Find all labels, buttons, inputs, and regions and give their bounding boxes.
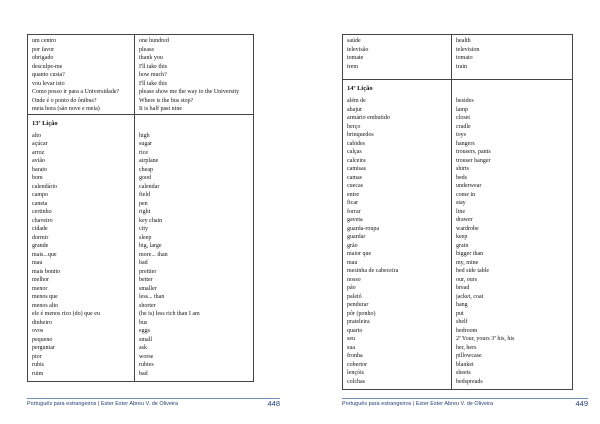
vocab-entry: cuecas <box>347 183 363 189</box>
vocab-entry: campo <box>32 192 48 198</box>
vocab-entry: seu <box>347 336 355 342</box>
vocab-entry: prateleira <box>347 319 370 325</box>
vocab-entry: beds <box>456 174 467 181</box>
vocab-entry: city <box>139 226 148 232</box>
vocab-entry: chaveiro <box>32 217 53 224</box>
vocab-entry: melhor <box>32 277 49 283</box>
page-number: 448 <box>267 399 280 408</box>
vocab-entry: camisas <box>347 166 366 172</box>
vocab-entry: field <box>139 192 150 198</box>
vocab-entry: (he is) less rich than I am <box>139 311 200 317</box>
page-number: 449 <box>575 399 588 408</box>
vocab-entry: colchas <box>347 378 365 385</box>
vocab-entry: bedroom <box>456 327 478 334</box>
vocab-entry: mais bonito <box>32 268 61 275</box>
vocabulary-table-left <box>27 34 254 382</box>
vocab-entry: certinho <box>32 209 52 215</box>
vocab-entry: bad <box>139 370 148 377</box>
vocab-entry: ruim <box>32 370 44 377</box>
vocab-entry: bread <box>456 285 470 291</box>
vocab-entry: jacket, coat <box>456 293 484 300</box>
vocab-entry: train <box>456 63 467 70</box>
lesson-title-spacer <box>456 84 569 93</box>
vocab-entry: grain <box>456 242 469 249</box>
vocab-entry: trem <box>347 63 358 70</box>
vocab-entry: paletó <box>347 293 362 300</box>
vocab-entry: our, ours <box>456 276 478 283</box>
vocab-entry: armário embutido <box>347 115 390 121</box>
vocab-entry: cidade <box>32 226 48 232</box>
vocab-entry: good <box>139 175 151 181</box>
vocab-entry: how much? <box>139 72 167 78</box>
vocab-entry: right <box>139 209 151 215</box>
vocab-entry: arroz <box>32 149 45 156</box>
vocab-entry: thank you <box>139 55 163 61</box>
vocab-entry: bom <box>32 175 43 181</box>
vocab-entry: rice <box>139 149 148 156</box>
page-footer <box>342 398 588 411</box>
vocab-entry: mau <box>32 260 43 266</box>
vocab-entry: vou levar isto <box>32 80 65 87</box>
vocab-entry: 2ª Your, yours 3ª his, his <box>456 336 515 342</box>
vocab-entry: shorter <box>139 302 156 309</box>
vocab-entry: guarda-roupa <box>347 225 379 232</box>
table-block-lesson-13 <box>28 114 254 382</box>
vocab-entry: Onde é o ponto do ônibus? <box>32 97 97 104</box>
vocab-entry: rubies <box>139 362 154 368</box>
vocab-entry: caneta <box>32 200 48 207</box>
vocab-entry: pão <box>347 285 356 291</box>
vocab-entry: eggs <box>139 328 150 334</box>
vocab-entry: key chain <box>139 217 163 224</box>
vocab-entry: bigger than <box>456 251 484 257</box>
vocab-entry: trouser hanger <box>456 157 491 164</box>
vocab-entry: cabides <box>347 140 365 147</box>
vocab-entry: tomate <box>347 55 364 61</box>
vocab-entry: menos alto <box>32 302 59 309</box>
table-block-lesson-14 <box>343 80 573 390</box>
vocab-entry: less... than <box>139 294 165 300</box>
vocab-entry: high <box>139 132 150 139</box>
vocab-entry: avião <box>32 158 45 164</box>
vocab-entry: dormir <box>32 234 49 241</box>
vocab-entry: besides <box>456 98 474 104</box>
vocab-entry: saúde <box>347 38 361 44</box>
portuguese-column <box>32 132 131 379</box>
vocab-entry: please show me the way to the University <box>139 89 240 95</box>
vocab-entry: quarto <box>347 327 363 334</box>
english-column <box>456 97 569 386</box>
footer-text: Português para estrangeiros | Ester Ester Abreu V. de Oliveira <box>27 401 179 407</box>
vocab-entry: line <box>456 208 465 215</box>
vocab-entry: sleep <box>139 234 152 241</box>
vocab-entry: health <box>456 38 471 44</box>
vocab-entry: grande <box>32 243 49 249</box>
vocab-entry: obrigado <box>32 55 54 61</box>
vocab-entry: my, mine <box>456 259 479 266</box>
table-block-lesson-13-end <box>343 35 573 80</box>
vocab-entry: more... than <box>139 251 168 258</box>
table-block-phrases <box>28 35 254 115</box>
vocab-entry: sua <box>347 344 355 351</box>
vocab-entry: television <box>456 46 480 53</box>
vocab-entry: closet <box>456 115 470 121</box>
vocab-entry: por favor <box>32 46 55 53</box>
vocabulary-table-right <box>342 34 573 390</box>
vocab-entry: hang <box>456 302 468 308</box>
vocab-entry: toys <box>456 132 467 138</box>
portuguese-column <box>32 37 131 114</box>
vocab-entry: meia hora (são nove e meia) <box>32 106 100 112</box>
vocab-entry: shelf <box>456 319 468 325</box>
vocab-entry: maior que <box>347 251 372 257</box>
vocab-entry: big, large <box>139 243 162 249</box>
vocab-entry: dinheiro <box>32 319 52 326</box>
vocab-entry: rubis <box>32 362 44 368</box>
vocab-entry: bus <box>139 319 148 326</box>
vocab-entry: pendurar <box>347 302 369 308</box>
vocab-entry: lamp <box>456 106 468 113</box>
vocab-entry: menor <box>32 285 48 292</box>
vocab-entry: underwear <box>456 183 482 189</box>
lesson-title: 14ª Lição <box>347 85 373 92</box>
vocab-entry: pen <box>139 200 148 207</box>
vocab-entry: entre <box>347 191 359 198</box>
vocab-entry: please <box>139 46 154 53</box>
page-footer <box>27 398 280 411</box>
vocab-entry: smaller <box>139 285 157 292</box>
vocab-entry: wardrobe <box>456 225 479 232</box>
vocab-entry: her, hers <box>456 344 477 351</box>
vocab-entry: brinquedos <box>347 132 374 138</box>
vocab-entry: blanket <box>456 361 474 368</box>
vocab-entry: forrar <box>347 208 361 215</box>
vocab-entry: calceira <box>347 157 366 164</box>
vocab-entry: açúcar <box>32 141 48 147</box>
vocab-entry: Where is the bus stop? <box>139 97 194 104</box>
vocab-entry: televisão <box>347 46 369 53</box>
vocab-entry: It is half past nine <box>139 106 182 112</box>
vocab-entry: airplane <box>139 158 159 164</box>
vocab-entry: mau <box>347 259 358 266</box>
vocab-entry: drawer <box>456 217 473 223</box>
vocab-entry: Como posso ir para a Universidade? <box>32 89 120 95</box>
vocab-entry: hangers <box>456 140 475 147</box>
right-page <box>300 0 600 424</box>
vocab-entry: barato <box>32 166 47 173</box>
vocab-entry: perguntar <box>32 345 55 351</box>
vocab-entry: better <box>139 277 153 283</box>
vocab-entry: sugar <box>139 141 152 147</box>
vocab-entry: ficar <box>347 200 358 206</box>
vocab-entry: berço <box>347 123 361 130</box>
vocab-entry: além de <box>347 98 366 104</box>
vocab-entry: keep <box>456 234 468 240</box>
vocab-entry: pior <box>32 353 42 360</box>
vocab-entry: bedspreads <box>456 378 483 385</box>
vocab-entry: pillowcase <box>456 353 482 359</box>
vocab-entry: menos que <box>32 294 58 300</box>
vocab-entry: pequeno <box>32 336 53 343</box>
footer-text: Português para estrangeiros | Ester Ester Abreu V. de Oliveira <box>342 401 494 407</box>
vocab-entry: come in <box>456 191 476 198</box>
vocab-entry: cobertor <box>347 361 367 368</box>
vocab-entry: alto <box>32 132 41 139</box>
vocab-entry: mais...que <box>32 251 57 258</box>
portuguese-column <box>347 97 448 386</box>
vocab-entry: pôr (ponho) <box>347 310 376 317</box>
vocab-entry: sheets <box>456 370 471 376</box>
vocab-entry: I'll take this <box>139 63 168 70</box>
vocab-entry: worse <box>139 353 154 360</box>
vocab-entry: um centro <box>32 38 57 44</box>
vocab-entry: cradle <box>456 123 471 130</box>
vocab-entry: gaveta <box>347 217 363 223</box>
vocab-entry: stay <box>456 200 466 206</box>
vocab-entry: desculpe-me <box>32 63 63 70</box>
vocab-entry: ask <box>139 345 147 351</box>
vocab-entry: ele é menos rico (do) que eu <box>32 311 100 317</box>
vocab-entry: guardar <box>347 234 366 240</box>
vocab-entry: small <box>139 336 152 343</box>
lesson-title: 13ª Lição <box>32 119 58 127</box>
vocab-entry: lençóis <box>347 370 364 376</box>
lesson-title-spacer <box>139 119 250 128</box>
vocab-entry: calças <box>347 149 362 155</box>
vocab-entry: tomato <box>456 55 473 61</box>
vocab-entry: grão <box>347 242 358 249</box>
vocab-entry: nosso <box>347 276 361 283</box>
english-column <box>456 37 569 71</box>
vocab-entry: ovos <box>32 328 44 334</box>
vocab-entry: camas <box>347 174 362 181</box>
vocab-entry: abajur <box>347 106 362 113</box>
vocab-entry: I'll take this <box>139 80 168 87</box>
vocab-entry: trousers, pants <box>456 149 491 155</box>
vocab-entry: calendário <box>32 183 57 190</box>
vocab-entry: quanto custa? <box>32 72 65 78</box>
vocab-entry: mesinha de cabeceira <box>347 268 399 274</box>
vocab-entry: cheap <box>139 166 153 173</box>
vocab-entry: fronha <box>347 353 363 359</box>
vocab-entry: one hundred <box>139 38 169 44</box>
vocab-entry: calendar <box>139 183 160 190</box>
portuguese-column <box>347 37 448 71</box>
vocab-entry: bed side table <box>456 268 489 274</box>
vocab-entry: put <box>456 310 464 317</box>
vocab-entry: bad <box>139 260 148 266</box>
vocab-entry: prettier <box>139 268 157 275</box>
english-column <box>139 37 250 114</box>
vocab-entry: shirts <box>456 166 470 172</box>
english-column <box>139 132 250 379</box>
